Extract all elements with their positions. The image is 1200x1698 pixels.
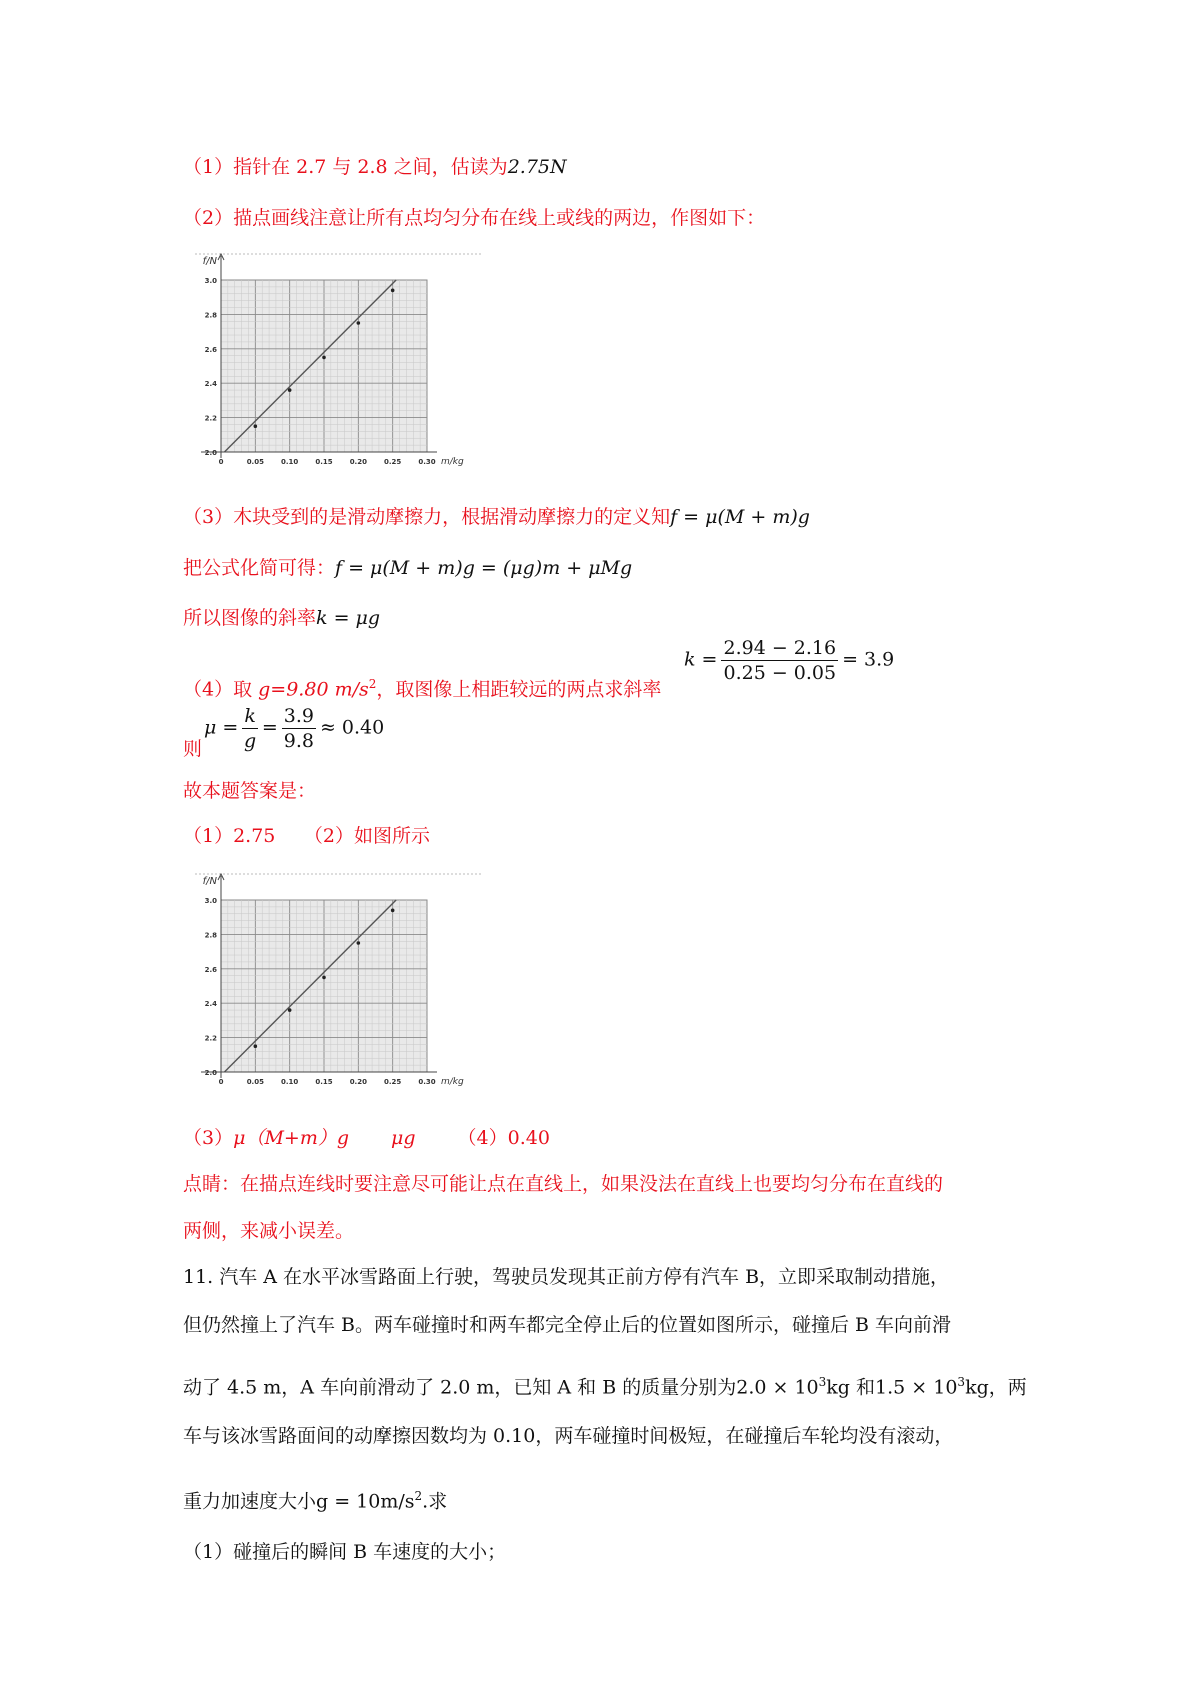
mu-result: ≈ 0.40 — [319, 716, 385, 739]
data-point — [322, 356, 326, 360]
mu-fraction-1 — [242, 704, 258, 753]
problem-line-3-a: 动了 4.5 m，A 车向前滑动了 2.0 m，已知 A 和 B 的质量分别为 — [183, 1376, 737, 1399]
x-tick-label: 0.05 — [246, 458, 264, 466]
problem-question-1: （1）碰撞后的瞬间 B 车速度的大小； — [183, 1541, 507, 1563]
answer-line-7: 则 — [183, 738, 203, 760]
slope-denominator: 0.25 − 0.05 — [723, 662, 837, 684]
answer-line-5-text: 所以图像的斜率 — [183, 607, 317, 629]
answer-line-3 — [183, 503, 810, 531]
mass-b-unit: kg — [965, 1376, 989, 1399]
data-point — [288, 388, 292, 392]
x-axis-label: m/kg — [441, 1077, 464, 1087]
comment-line-2: 两侧，来减小误差。 — [183, 1220, 355, 1242]
mu-label: μ = — [204, 716, 239, 739]
problem-line-5-b: .求 — [422, 1490, 448, 1513]
answer-line-4 — [183, 554, 632, 582]
y-tick-label: 2.2 — [204, 414, 217, 423]
x-tick-label: 0.10 — [281, 458, 299, 466]
answer-line-3-text: （3）木块受到的是滑动摩擦力，根据滑动摩擦力的定义知 — [183, 506, 671, 528]
problem-line-4: 车与该冰雪路面间的动摩擦因数均为 0.10，两车碰撞时间极短，在碰撞后车轮均没有滚动， — [183, 1425, 954, 1447]
data-point — [254, 424, 258, 428]
y-tick-label: 2.6 — [204, 965, 217, 974]
mu-fraction-2-denominator: 9.8 — [283, 730, 314, 752]
x-tick-label: 0.30 — [418, 1078, 436, 1086]
mass-b-exp: 3 — [957, 1375, 966, 1389]
answer-line-10-c: μg — [391, 1127, 416, 1149]
data-point — [254, 1044, 258, 1048]
problem-line-3-c: ，两 — [988, 1376, 1027, 1399]
x-tick-label: 0.20 — [349, 1078, 367, 1086]
answer-line-1-math: 2.75N — [507, 156, 567, 178]
answer-line-10-d: （4）0.40 — [457, 1127, 550, 1149]
problem-line-5-a: 重力加速度大小 — [183, 1490, 317, 1513]
problem-line-3-b: 和 — [849, 1376, 876, 1399]
y-tick-label: 3.0 — [204, 277, 217, 285]
answer-line-10-b: μ（M+m）g — [233, 1127, 349, 1149]
problem-line-5 — [183, 1482, 447, 1515]
y-tick-label: 2.6 — [204, 345, 217, 354]
x-tick-label: 0.20 — [349, 458, 367, 466]
answer-line-5 — [183, 604, 380, 632]
x-tick-label: 0.05 — [246, 1078, 264, 1086]
x-tick-label: 0 — [218, 458, 224, 466]
mass-a-unit: kg — [826, 1376, 850, 1399]
x-axis-label: m/kg — [441, 457, 464, 467]
graph-2 — [183, 870, 483, 1105]
mass-a: 2.0 × 10 — [736, 1376, 819, 1399]
x-tick-label: 0.25 — [384, 458, 402, 466]
x-tick-label: 0.25 — [384, 1078, 402, 1086]
answer-line-4-math: f = μ(M + m)g = (μg)m + μMg — [335, 557, 633, 579]
answer-line-6-text-a: （4）取 — [183, 678, 259, 701]
data-point — [391, 909, 395, 913]
comment-line-1: 点睛：在描点连线时要注意尽可能让点在直线上，如果没法在直线上也要均匀分布在直线的 — [183, 1173, 944, 1195]
y-axis-label: f/N — [202, 256, 217, 267]
mu-fraction-1-denominator: g — [243, 730, 257, 752]
data-point — [288, 1008, 292, 1012]
x-tick-label: 0.10 — [281, 1078, 299, 1086]
data-point — [391, 289, 395, 293]
x-tick-label: 0.30 — [418, 458, 436, 466]
y-axis-label: f/N — [202, 876, 217, 887]
problem-line-3 — [183, 1368, 1027, 1401]
mu-formula — [204, 704, 384, 753]
answer-line-6-text-b: ，取图像上相距较远的两点求斜率 — [376, 678, 662, 701]
answer-line-9: （1）2.75 （2）如图所示 — [183, 825, 430, 847]
data-point — [322, 976, 326, 980]
y-tick-label: 2.4 — [204, 1000, 217, 1009]
y-tick-label: 2.8 — [204, 931, 217, 940]
mu-equals: = — [261, 716, 278, 739]
answer-line-6 — [183, 670, 661, 703]
x-tick-label: 0.15 — [315, 1078, 333, 1086]
slope-fraction — [721, 636, 838, 685]
answer-line-1 — [183, 153, 567, 181]
mass-a-exp: 3 — [818, 1375, 827, 1389]
slope-k-label: k = — [684, 648, 718, 671]
data-point — [357, 941, 361, 945]
y-tick-label: 2.0 — [204, 449, 217, 457]
answer-line-8: 故本题答案是： — [183, 780, 317, 802]
answer-line-10 — [183, 1124, 550, 1152]
gravity-exp: 2 — [414, 1489, 423, 1503]
y-tick-label: 2.2 — [204, 1034, 217, 1043]
y-tick-label: 3.0 — [204, 897, 217, 905]
mu-fraction-1-numerator: k — [244, 705, 256, 727]
answer-line-3-math: f = μ(M + m)g — [670, 506, 810, 528]
answer-line-5-math: k = μg — [316, 607, 381, 629]
y-tick-label: 2.0 — [204, 1069, 217, 1077]
slope-formula — [684, 636, 894, 685]
answer-line-4-text: 把公式化简可得： — [183, 557, 336, 579]
mu-fraction-2-numerator: 3.9 — [283, 705, 314, 727]
slope-result: = 3.9 — [842, 648, 895, 671]
x-tick-label: 0.15 — [315, 458, 333, 466]
graph-1 — [183, 250, 483, 485]
answer-line-1-text: （1）指针在 2.7 与 2.8 之间，估读为 — [183, 156, 508, 178]
answer-line-6-g-exp: 2 — [368, 677, 377, 691]
answer-line-2: （2）描点画线注意让所有点均匀分布在线上或线的两边，作图如下： — [183, 207, 766, 229]
y-tick-label: 2.8 — [204, 311, 217, 320]
answer-line-6-g-value: g=9.80 m/s — [258, 678, 369, 701]
y-tick-label: 2.4 — [204, 380, 217, 389]
answer-line-10-a: （3） — [183, 1127, 234, 1149]
problem-line-1: 11. 汽车 A 在水平冰雪路面上行驶，驾驶员发现其正前方停有汽车 B，立即采取制动措施， — [183, 1266, 950, 1288]
slope-numerator: 2.94 − 2.16 — [723, 637, 837, 659]
mu-fraction-2 — [282, 704, 316, 753]
gravity-value: g = 10m/s — [316, 1490, 415, 1513]
problem-line-2: 但仍然撞上了汽车 B。两车碰撞时和两车都完全停止后的位置如图所示，碰撞后 B 车向前滑 — [183, 1314, 952, 1336]
data-point — [357, 321, 361, 325]
x-tick-label: 0 — [218, 1078, 224, 1086]
mass-b: 1.5 × 10 — [875, 1376, 958, 1399]
